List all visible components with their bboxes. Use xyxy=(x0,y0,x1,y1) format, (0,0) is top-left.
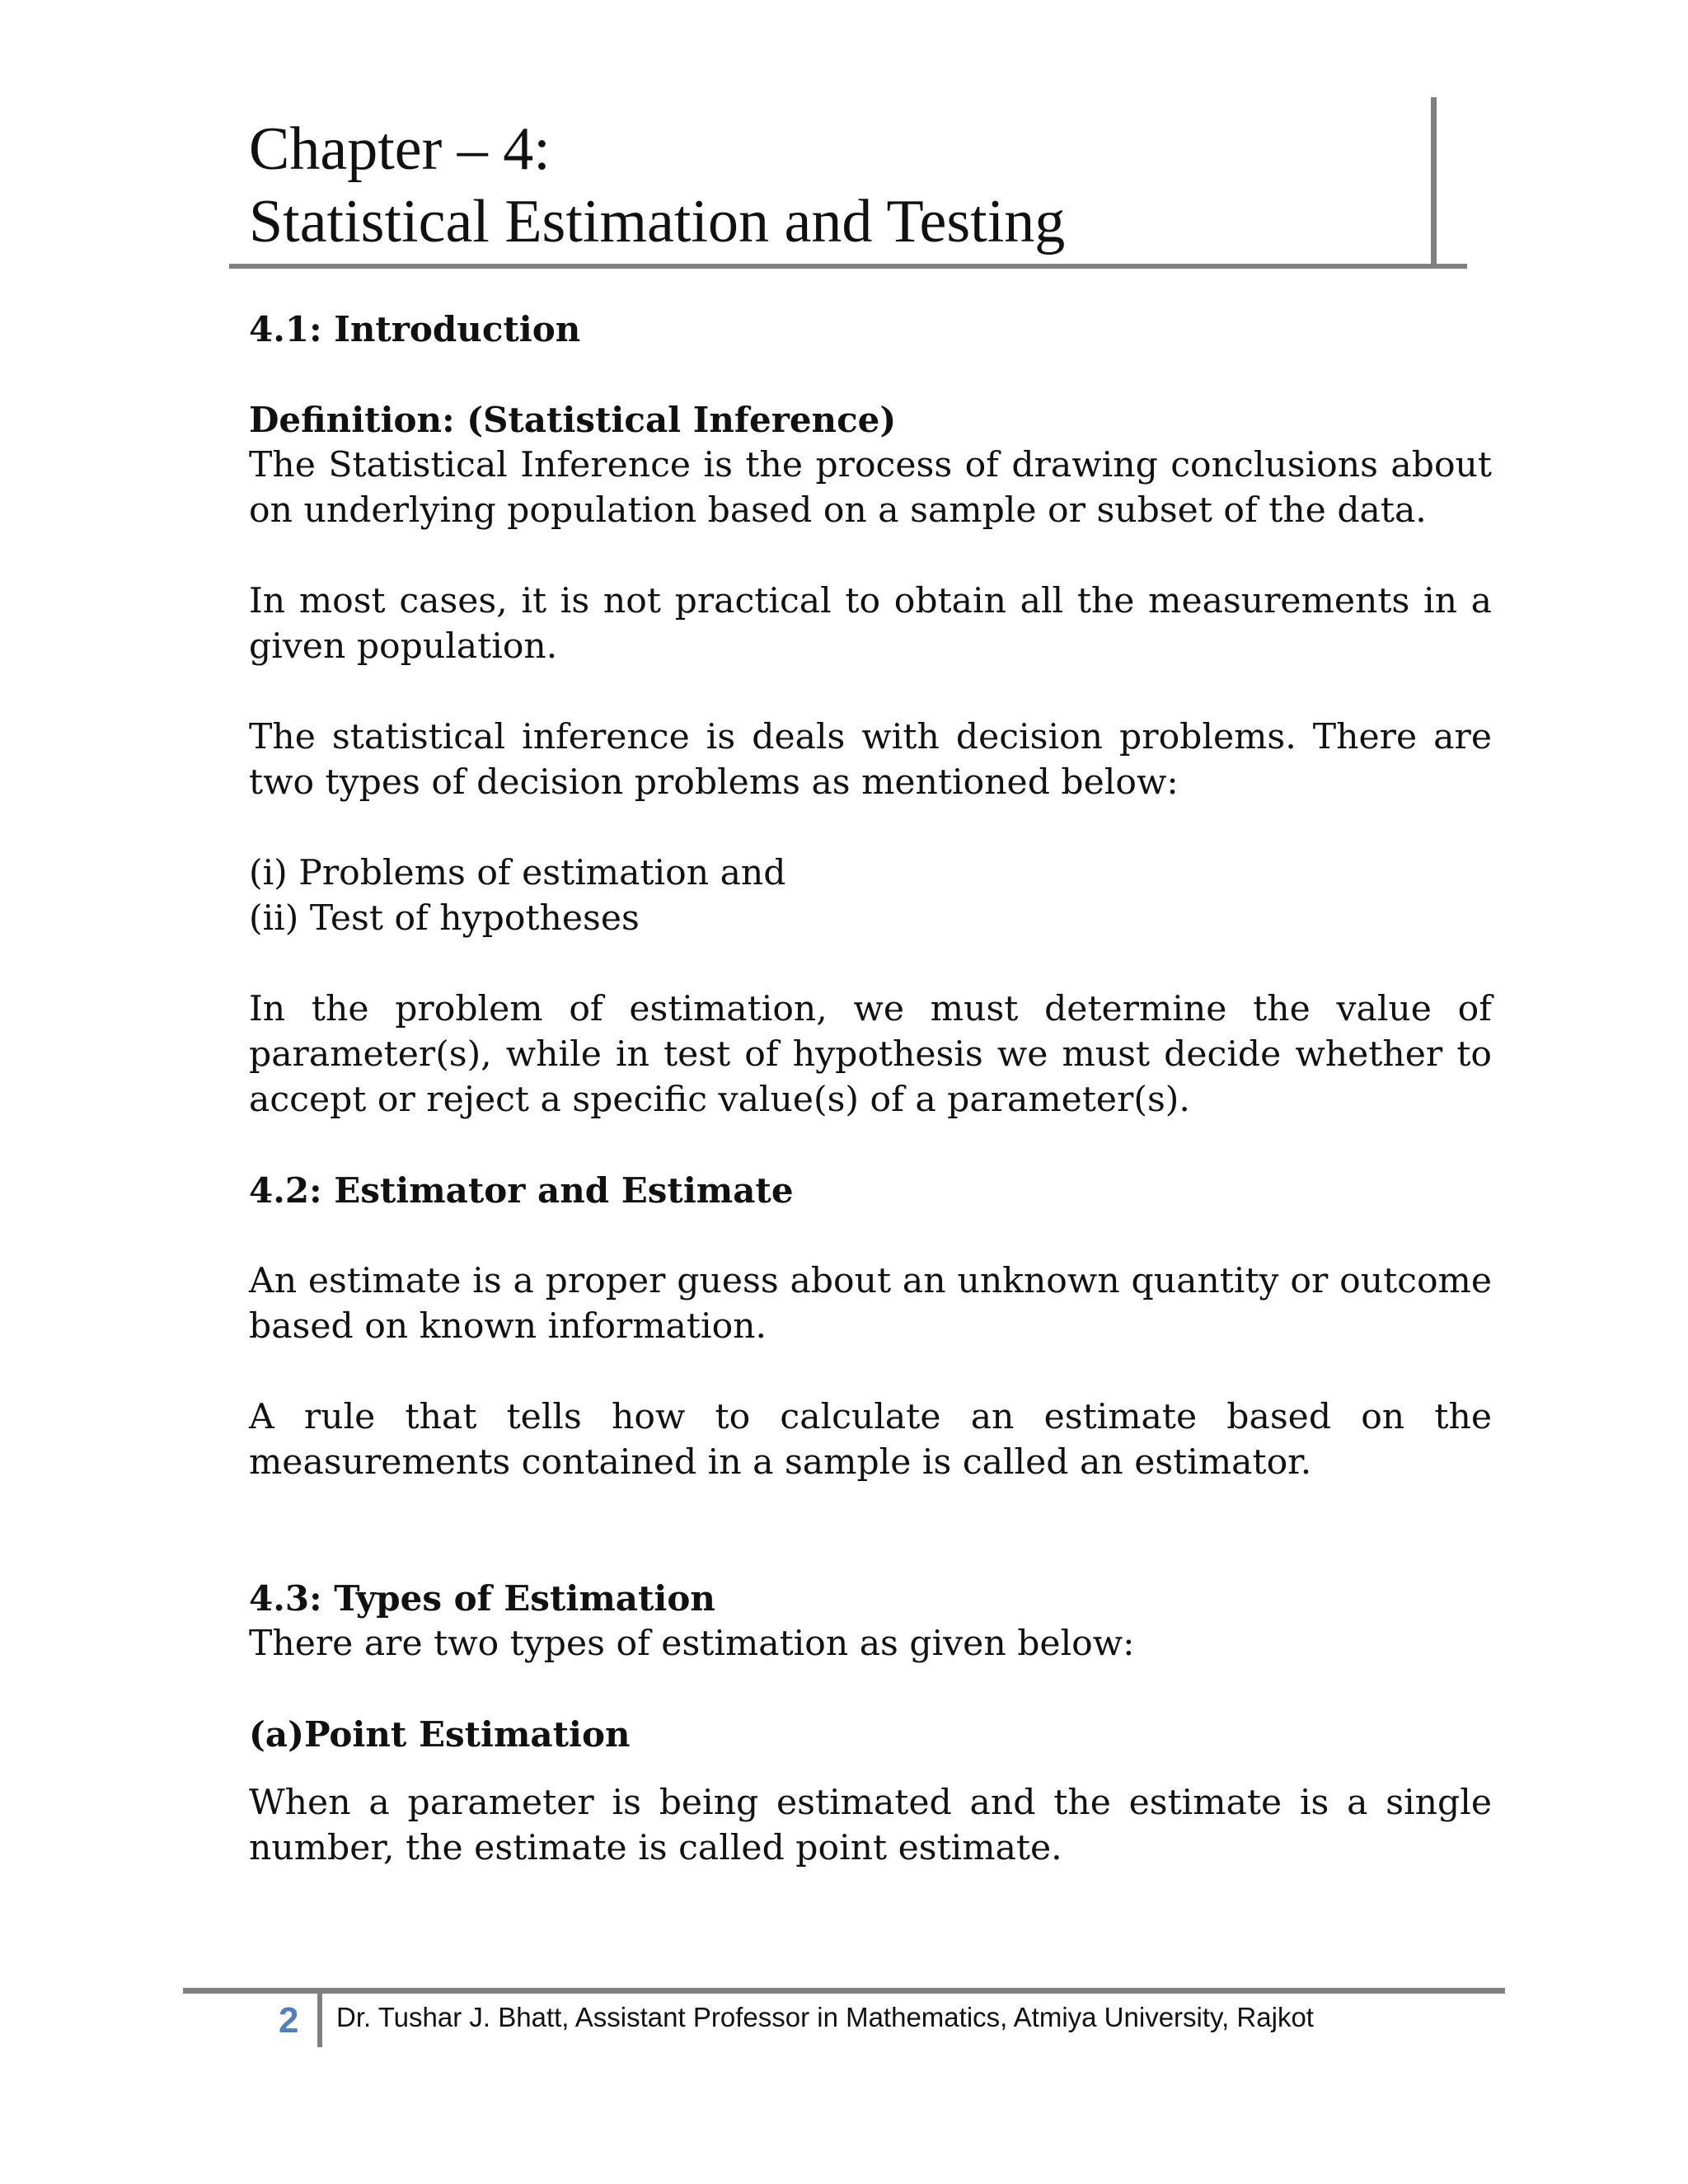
spacer xyxy=(249,1122,1492,1168)
footer-author-line: Dr. Tushar J. Bhatt, Assistant Professor in Mathematics, Atmiya University, Rajkot xyxy=(336,2002,1314,2032)
page-number: 2 xyxy=(279,2000,299,2041)
document-body xyxy=(249,307,1492,1871)
spacer xyxy=(249,1349,1492,1394)
header-right-rule xyxy=(1431,97,1437,269)
subheading-point-estimation: (a)Point Estimation xyxy=(249,1714,631,1755)
section-heading-types: 4.3: Types of Estimation xyxy=(249,1578,715,1619)
spacer xyxy=(249,1666,1492,1712)
paragraph-problem-of-estimation: In the problem of estimation, we must determine the value of parameter(s), while in test of hypothesis we must decide whether to accept or reject a specific value(s) of a parameter(s). xyxy=(249,989,1492,1120)
spacer xyxy=(249,941,1492,987)
footer-divider xyxy=(317,1988,322,2047)
paragraph-practical: In most cases, it is not practical to obtain all the measurements in a given population. xyxy=(249,581,1492,667)
spacer xyxy=(249,1530,1492,1576)
paragraph-decision-problems: The statistical inference is deals with decision problems. There are two types of decision problems as mentioned below: xyxy=(249,717,1492,803)
paragraph-estimate: An estimate is a proper guess about an unknown quantity or outcome based on known information. xyxy=(249,1261,1492,1347)
section-heading-introduction: 4.1: Introduction xyxy=(249,309,581,349)
spacer xyxy=(249,1213,1492,1258)
spacer xyxy=(249,352,1492,397)
chapter-label: Chapter – 4: xyxy=(249,115,551,183)
spacer xyxy=(249,805,1492,851)
paragraph-estimator: A rule that tells how to calculate an estimate based on the measurements contained in a sample is called an estimator. xyxy=(249,1397,1492,1483)
paragraph-point-estimate: When a parameter is being estimated and the estimate is a single number, the estimate is called point estimate. xyxy=(249,1783,1492,1868)
section-heading-estimator: 4.2: Estimator and Estimate xyxy=(249,1170,794,1211)
definition-text: The Statistical Inference is the process of drawing conclusions about on underlying population based on a sample or subset of the data. xyxy=(249,445,1492,531)
list-item-hypotheses: (ii) Test of hypotheses xyxy=(249,898,640,939)
definition-heading: Definition: (Statistical Inference) xyxy=(249,400,897,440)
chapter-title: Statistical Estimation and Testing xyxy=(249,188,1066,255)
footer-rule xyxy=(183,1988,1505,1994)
header-bottom-rule xyxy=(229,264,1467,269)
spacer xyxy=(249,669,1492,715)
spacer xyxy=(249,533,1492,579)
spacer xyxy=(249,1757,1492,1780)
paragraph-types: There are two types of estimation as given below: xyxy=(249,1624,1135,1664)
list-item-estimation: (i) Problems of estimation and xyxy=(249,853,786,893)
spacer xyxy=(249,1485,1492,1530)
